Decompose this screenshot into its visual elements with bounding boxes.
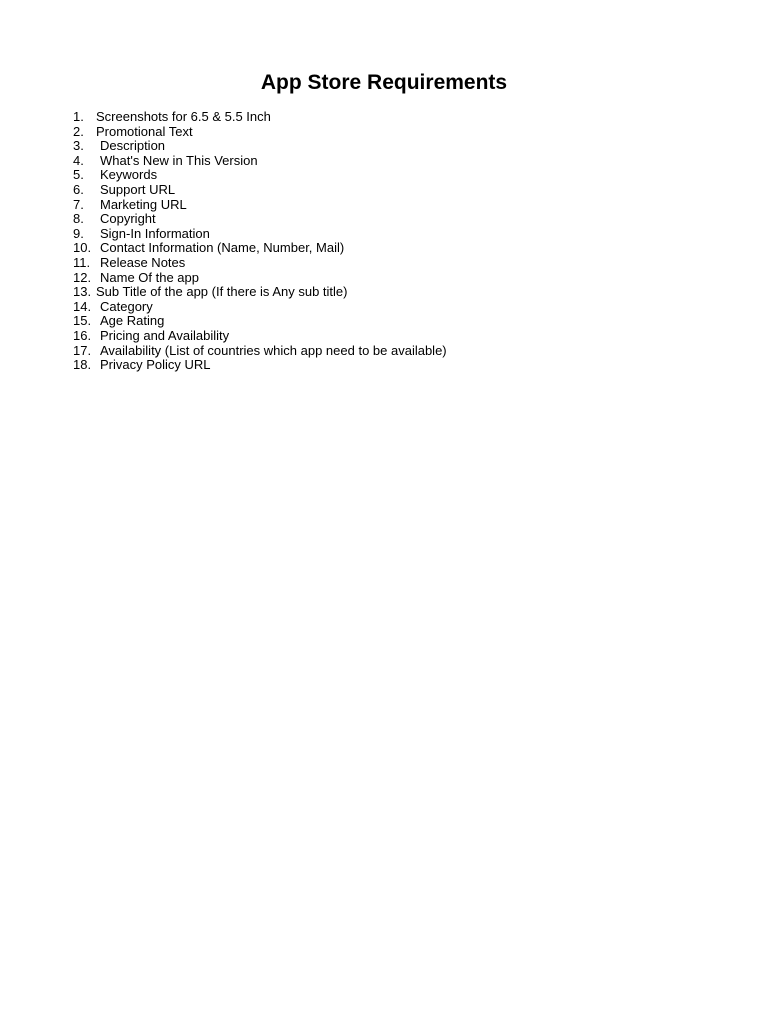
item-number: 4. [73, 152, 84, 168]
requirements-list [73, 110, 447, 373]
item-number: 18. [73, 357, 92, 373]
item-number: 2. [73, 123, 84, 139]
item-text: Release Notes [100, 254, 186, 270]
item-number: 6. [73, 181, 84, 197]
list-item [73, 154, 447, 169]
item-number: 11. [73, 254, 91, 270]
item-text: Sign-In Information [100, 225, 210, 241]
item-number: 7. [73, 196, 84, 212]
list-item [73, 300, 447, 315]
item-text: What's New in This Version [100, 152, 258, 168]
list-item [73, 285, 447, 300]
item-number: 5. [73, 167, 84, 183]
item-number: 8. [73, 211, 84, 227]
item-text: Promotional Text [96, 123, 193, 139]
item-number: 13. [73, 284, 92, 300]
list-item [73, 358, 447, 373]
item-text: Pricing and Availability [100, 327, 230, 343]
item-number: 16. [73, 327, 92, 343]
item-text: Age Rating [100, 313, 165, 329]
document-title: App Store Requirements [260, 71, 508, 94]
list-item [73, 168, 447, 183]
item-text: Support URL [100, 181, 176, 197]
list-item [73, 139, 447, 154]
item-text: Keywords [100, 167, 158, 183]
list-item [73, 212, 447, 227]
item-number: 3. [73, 138, 84, 154]
item-text: Category [100, 298, 153, 314]
list-item [73, 344, 447, 359]
item-text: Availability (List of countries which app need to be available) [100, 342, 447, 358]
list-item [73, 125, 447, 140]
list-item [73, 256, 447, 271]
item-number: 12. [73, 269, 92, 285]
list-item [73, 329, 447, 344]
item-number: 17. [73, 342, 92, 358]
list-item [73, 110, 447, 125]
list-item [73, 227, 447, 242]
item-text: Screenshots for 6.5 & 5.5 Inch [96, 109, 271, 124]
item-text: Sub Title of the app (If there is Any sub title) [96, 284, 348, 300]
item-number: 15. [73, 313, 92, 329]
item-number: 9. [73, 225, 84, 241]
item-text: Contact Information (Name, Number, Mail) [100, 240, 345, 256]
list-item [73, 241, 447, 256]
item-text: Copyright [100, 211, 156, 227]
item-text: Privacy Policy URL [100, 357, 211, 373]
item-number: 1. [73, 109, 84, 124]
item-number: 10. [73, 240, 92, 256]
list-item [73, 183, 447, 198]
list-item [73, 271, 447, 286]
list-item [73, 198, 447, 213]
item-text: Name Of the app [100, 269, 199, 285]
item-number: 14. [73, 298, 92, 314]
item-text: Marketing URL [100, 196, 187, 212]
list-item [73, 314, 447, 329]
item-text: Description [100, 138, 166, 154]
